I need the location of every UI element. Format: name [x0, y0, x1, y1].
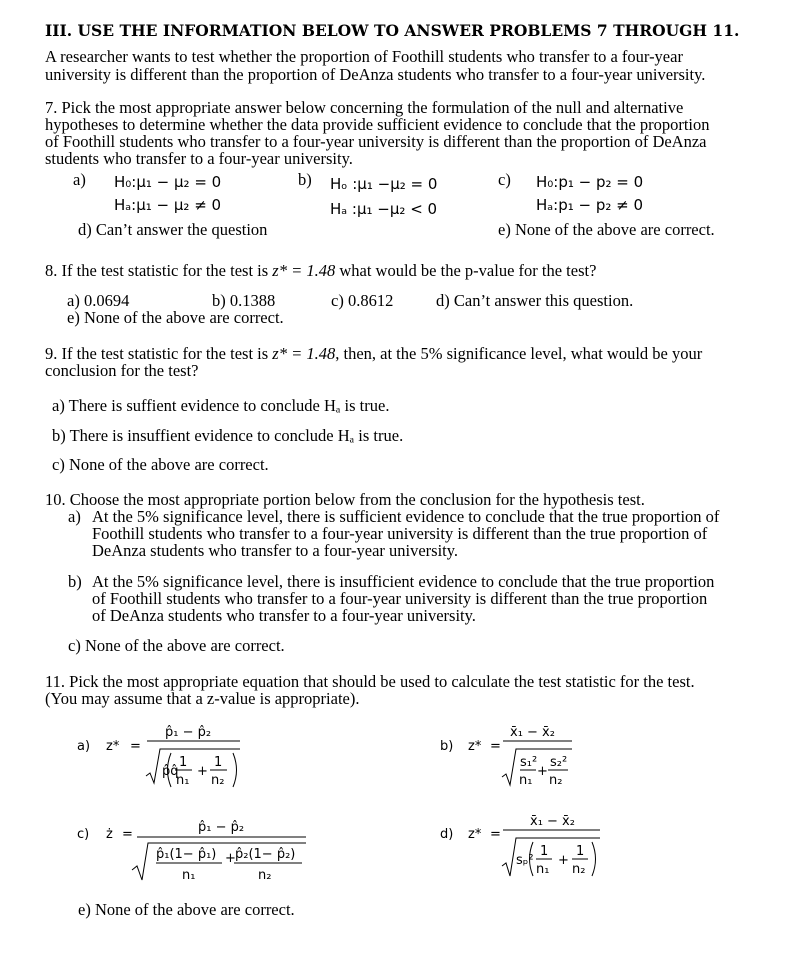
q7-a-alt: Hₐ:μ₁ − μ₂ ≠ 0	[114, 196, 222, 214]
c-n1: n₁	[182, 868, 196, 883]
q10-c: c) None of the above are correct.	[68, 636, 285, 655]
d-n2: n₂	[572, 862, 586, 877]
c-equals: =	[122, 827, 133, 842]
q9-question-pre: 9. If the test statistic for the test is	[45, 344, 273, 363]
d-one-2: 1	[576, 844, 585, 859]
q7-line-2: hypotheses to determine whether the data provide sufficient evidence to conclude that the proportion	[45, 115, 710, 134]
d-numerator: x̄₁ − x̄₂	[530, 814, 575, 829]
c-term-1: p̂₁(1− p̂₁)	[156, 847, 217, 862]
q8-question-post: what would be the p-value for the test?	[335, 261, 597, 280]
a-one-2: 1	[214, 755, 223, 770]
q11-line-1: 11. Pick the most appropriate equation that should be used to calculate the test statistic for the test.	[45, 672, 695, 691]
q9-a: a) There is suffient evidence to conclude Hₐ is true.	[52, 396, 390, 415]
c-plus: +	[225, 851, 236, 866]
q9-c: c) None of the above are correct.	[52, 455, 269, 474]
intro-line-2: university is different than the proportion of DeAnza students who transfer to a four-year university.	[45, 65, 706, 84]
q11-b-label: b)	[440, 739, 454, 754]
a-paren-right	[233, 753, 237, 787]
a-sqrt-sign	[146, 749, 240, 783]
q8-c: c) 0.8612	[331, 291, 394, 310]
a-one-1: 1	[179, 755, 188, 770]
q7-b-label: b)	[298, 170, 312, 189]
q11-d-label: d)	[440, 827, 454, 842]
b-s1-squared: s₁²	[520, 755, 538, 770]
q7-b-alt: Hₐ :μ₁ −μ₂ < 0	[330, 200, 438, 218]
b-equals: =	[490, 739, 501, 754]
q7-c-alt: Hₐ:p₁ − p₂ ≠ 0	[536, 196, 644, 214]
q8-question-pre: 8. If the test statistic for the test is	[45, 261, 273, 280]
a-n1: n₁	[176, 773, 190, 788]
b-n1: n₁	[519, 773, 533, 788]
section-header: III. USE THE INFORMATION BELOW TO ANSWER PROBLEMS 7 THROUGH 11.	[45, 21, 740, 40]
b-numerator: x̄₁ − x̄₂	[510, 725, 555, 740]
c-numerator: p̂₁ − p̂₂	[198, 820, 245, 835]
d-n1: n₁	[536, 862, 550, 877]
a-n2: n₂	[211, 773, 225, 788]
q10-b-label: b)	[68, 572, 82, 591]
q11-line-2: (You may assume that a z-value is appropriate).	[45, 689, 360, 708]
q7-line-1: 7. Pick the most appropriate answer below concerning the formulation of the null and alternative	[45, 98, 684, 117]
c-term-2: p̂₂(1− p̂₂)	[235, 847, 296, 862]
q7-c-label: c)	[498, 170, 511, 189]
b-plus: +	[537, 764, 548, 779]
d-z-star: z*	[468, 827, 482, 842]
q10-question: 10. Choose the most appropriate portion below from the conclusion for the hypothesis test.	[45, 490, 645, 509]
q8-a: a) 0.0694	[67, 291, 130, 310]
q9-equation: z* = 1.48	[272, 344, 336, 363]
a-plus: +	[197, 764, 208, 779]
q7-line-3: of Foothill students who transfer to a four-year university is different than the proportion of DeAnza	[45, 132, 707, 151]
q10-b-line-3: of DeAnza students who transfer to a four-year university.	[92, 606, 476, 625]
q9-question-line-2: conclusion for the test?	[45, 361, 199, 380]
q10-a-line-2: Foothill students who transfer to a four-year university is different than the true proportion of	[92, 524, 708, 543]
q7-line-4: students who transfer to a four-year university.	[45, 149, 353, 168]
a-z-star: z*	[106, 739, 120, 754]
q8-e: e) None of the above are correct.	[67, 308, 284, 327]
q8-d: d) Can’t answer this question.	[436, 291, 634, 310]
q7-c-null: H₀:p₁ − p₂ = 0	[536, 173, 644, 191]
d-sp-squared: sₚ²	[516, 853, 534, 868]
b-z-star: z*	[468, 739, 482, 754]
q10-b-line-2: of Foothill students who transfer to a four-year university is different than the true proportion	[92, 589, 708, 608]
d-plus: +	[558, 853, 569, 868]
d-one-1: 1	[540, 844, 549, 859]
a-numerator: p̂₁ − p̂₂	[165, 725, 212, 740]
q7-d: d) Can’t answer the question	[78, 220, 268, 239]
intro-line-1: A researcher wants to test whether the proportion of Foothill students who transfer to a four-year	[45, 47, 683, 66]
q11-a-label: a)	[77, 739, 91, 754]
q11-e: e) None of the above are correct.	[78, 900, 295, 919]
c-z-hat: ż	[106, 827, 113, 842]
d-equals: =	[490, 827, 501, 842]
q10-b-line-1: At the 5% significance level, there is insufficient evidence to conclude that the true proportion	[92, 572, 715, 591]
q7-a-label: a)	[73, 170, 86, 189]
q7-a-null: H₀:μ₁ − μ₂ = 0	[114, 173, 222, 191]
q9-question-post: , then, at the 5% significance level, what would be your	[335, 344, 703, 363]
q7-b-null: Hₒ :μ₁ −μ₂ = 0	[330, 175, 438, 193]
q10-a-label: a)	[68, 507, 81, 526]
q11-c-label: c)	[77, 827, 90, 842]
q7-e: e) None of the above are correct.	[498, 220, 715, 239]
q8-b: b) 0.1388	[212, 291, 276, 310]
q9-b: b) There is insuffient evidence to conclude Hₐ is true.	[52, 426, 404, 445]
a-pq: p̂q̂	[162, 764, 179, 779]
b-s2-squared: s₂²	[550, 755, 568, 770]
q10-a-line-3: DeAnza students who transfer to a four-year university.	[92, 541, 459, 560]
a-equals: =	[130, 739, 141, 754]
q8-equation: z* = 1.48	[272, 261, 336, 280]
c-n2: n₂	[258, 868, 272, 883]
b-n2: n₂	[549, 773, 563, 788]
d-paren-right	[592, 842, 596, 876]
q10-a-line-1: At the 5% significance level, there is sufficient evidence to conclude that the true proportion of	[92, 507, 720, 526]
